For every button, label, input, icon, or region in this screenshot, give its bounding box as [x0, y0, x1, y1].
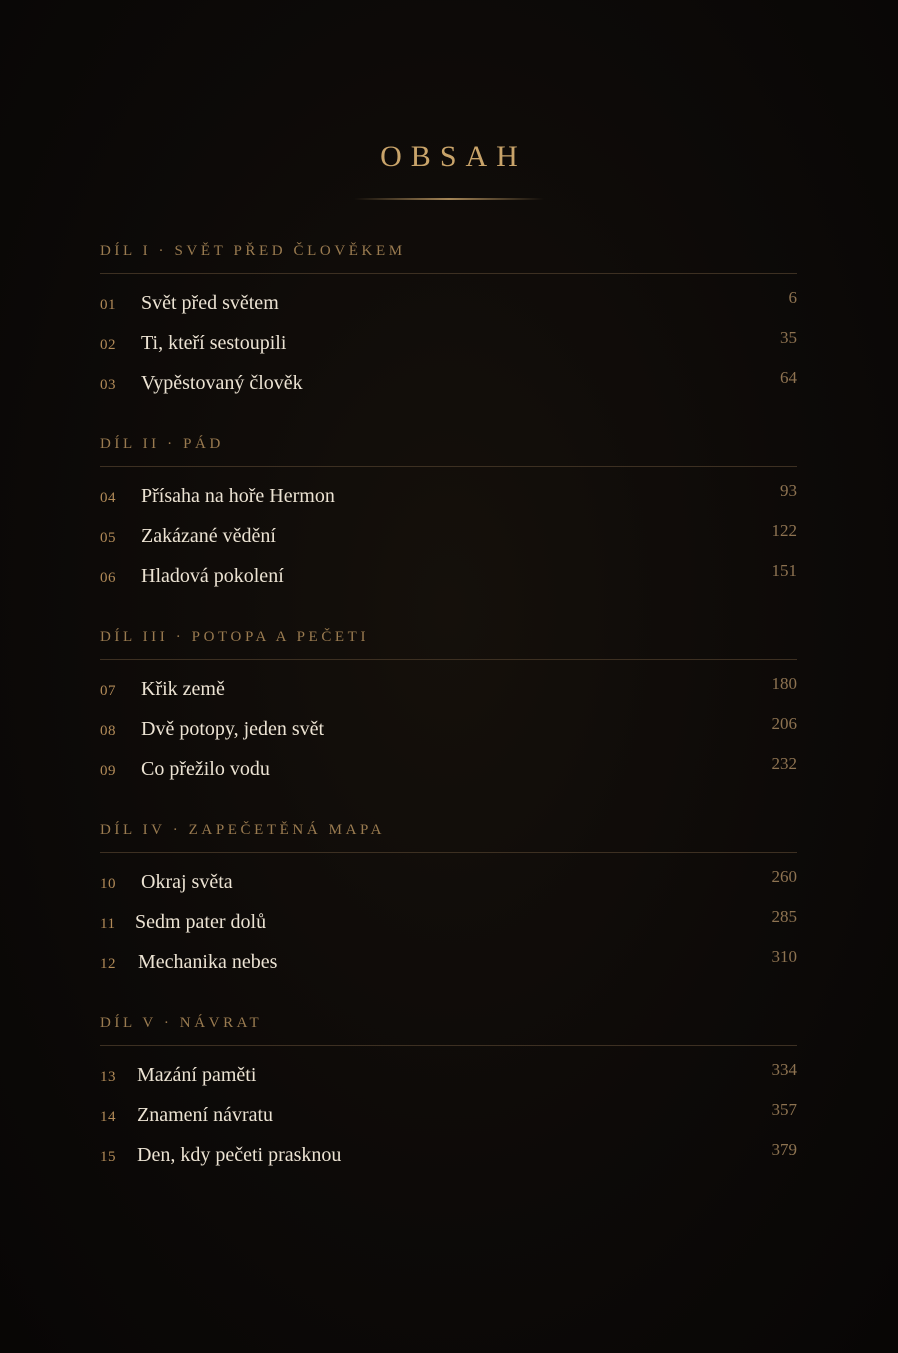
chapter-title: Sedm pater dolů [135, 911, 267, 933]
chapter-title: Mechanika nebes [138, 951, 278, 973]
toc-entry[interactable] [100, 754, 797, 794]
part-heading: DÍL III · POTOPA A PEČETI [100, 629, 370, 645]
part-section [100, 820, 797, 987]
page-title: OBSAH [380, 140, 527, 173]
page-number: 310 [771, 947, 797, 966]
page-number: 64 [780, 368, 797, 387]
chapter-title: Co přežilo vodu [141, 758, 270, 780]
chapter-title: Dvě potopy, jeden svět [141, 718, 325, 740]
part-section [100, 434, 797, 601]
chapter-number: 01 [100, 297, 116, 313]
toc-entry[interactable] [100, 521, 797, 561]
chapter-title: Přísaha na hoře Hermon [141, 485, 335, 507]
part-divider [100, 466, 797, 467]
chapter-title: Vypěstovaný člověk [141, 372, 303, 394]
page-number: 206 [771, 714, 797, 733]
toc-entry[interactable] [100, 1140, 797, 1180]
part-heading: DÍL IV · ZAPEČETĚNÁ MAPA [100, 822, 386, 838]
chapter-number: 04 [100, 490, 116, 506]
part-section [100, 241, 797, 408]
part-divider [100, 659, 797, 660]
page-number: 285 [771, 907, 797, 926]
toc-entry[interactable] [100, 368, 797, 408]
chapter-title: Hladová pokolení [141, 565, 284, 587]
toc-entry[interactable] [100, 907, 797, 947]
toc-entry[interactable] [100, 481, 797, 521]
page-number: 232 [771, 754, 797, 773]
chapter-number: 11 [100, 916, 116, 932]
page-number: 6 [788, 288, 797, 307]
chapter-number: 14 [100, 1109, 116, 1125]
part-heading: DÍL II · PÁD [100, 436, 224, 452]
chapter-title: Okraj světa [141, 871, 233, 893]
part-divider [100, 1045, 797, 1046]
chapter-number: 10 [100, 876, 116, 892]
part-heading: DÍL V · NÁVRAT [100, 1015, 263, 1031]
page-number: 122 [771, 521, 797, 540]
chapter-number: 12 [100, 956, 116, 972]
page-number: 357 [771, 1100, 797, 1119]
page-number: 93 [780, 481, 797, 500]
toc-entry[interactable] [100, 714, 797, 754]
toc-entry[interactable] [100, 867, 797, 907]
chapter-number: 05 [100, 530, 116, 546]
toc-entry[interactable] [100, 1100, 797, 1140]
chapter-title: Svět před světem [141, 292, 279, 314]
chapter-number: 15 [100, 1149, 116, 1165]
title-divider [354, 198, 544, 200]
toc-entry[interactable] [100, 674, 797, 714]
toc-entry[interactable] [100, 1060, 797, 1100]
part-heading: DÍL I · SVĚT PŘED ČLOVĚKEM [100, 243, 406, 259]
page-number: 180 [771, 674, 797, 693]
page-number: 379 [771, 1140, 797, 1159]
page-number: 151 [771, 561, 797, 580]
part-section [100, 627, 797, 794]
part-divider [100, 273, 797, 274]
page-number: 35 [780, 328, 797, 347]
page-number: 260 [771, 867, 797, 886]
chapter-title: Den, kdy pečeti prasknou [137, 1144, 342, 1166]
chapter-title: Zakázané vědění [141, 525, 276, 547]
part-divider [100, 852, 797, 853]
toc-entry[interactable] [100, 561, 797, 601]
chapter-title: Znamení návratu [137, 1104, 274, 1126]
chapter-title: Křik země [141, 678, 225, 700]
chapter-number: 08 [100, 723, 116, 739]
chapter-title: Ti, kteří sestoupili [141, 332, 287, 354]
chapter-number: 07 [100, 683, 116, 699]
chapter-number: 02 [100, 337, 116, 353]
chapter-number: 06 [100, 570, 116, 586]
toc-entry[interactable] [100, 328, 797, 368]
chapter-number: 13 [100, 1069, 116, 1085]
toc-entry[interactable] [100, 947, 797, 987]
toc-entry[interactable] [100, 288, 797, 328]
chapter-title: Mazání paměti [137, 1064, 257, 1086]
chapter-number: 09 [100, 763, 116, 779]
chapter-number: 03 [100, 377, 116, 393]
page-number: 334 [771, 1060, 797, 1079]
part-section [100, 1013, 797, 1180]
